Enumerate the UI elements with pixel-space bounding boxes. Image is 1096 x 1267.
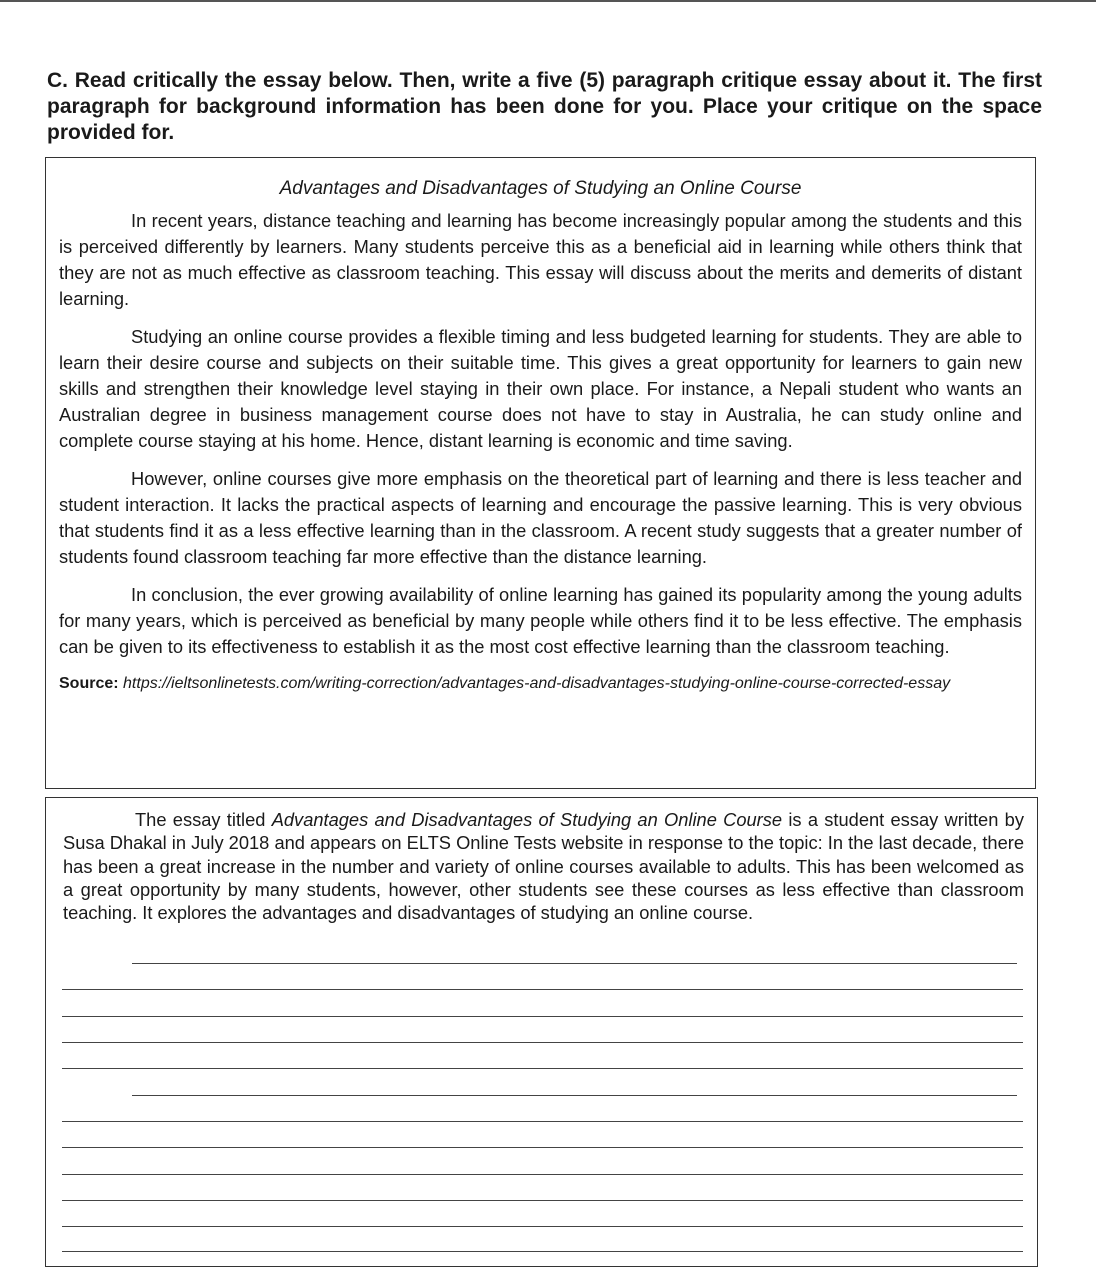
writing-line[interactable]	[62, 1147, 1023, 1148]
writing-line[interactable]	[132, 1095, 1017, 1096]
writing-line[interactable]	[62, 1068, 1023, 1069]
essay-paragraph-3: However, online courses give more emphasis on the theoretical part of learning and there is less teacher and student interaction. It lacks the practical aspects of learning and encourage the passive learning. This is very obvious that students find it as a less effective learning than in the classroom. A recent study suggests that a greater number of students found classroom teaching far more effective than the distance learning.	[59, 468, 1022, 567]
critique-intro-start: The essay titled	[135, 809, 272, 830]
critique-intro-essay-title: Advantages and Disadvantages of Studying an Online Course	[271, 809, 783, 830]
writing-line[interactable]	[62, 989, 1023, 990]
source-url: https://ieltsonlinetests.com/writing-correction/advantages-and-disadvantages-studying-online-course-corrected-essay	[123, 675, 951, 692]
writing-line[interactable]	[62, 1121, 1023, 1122]
essay-source	[59, 672, 1022, 696]
essay-paragraph-2: Studying an online course provides a flexible timing and less budgeted learning for students. They are able to learn their desire course and subjects on their suitable time. This gives a great opportunity for learners to gain new skills and strengthen their knowledge level staying in their own place. For instance, a Nepali student who wants an Australian degree in business management course does not have to stay in Australia, he can study online and complete course staying at his home. Hence, distant learning is economic and time saving.	[59, 326, 1022, 451]
writing-line[interactable]	[62, 1200, 1023, 1201]
critique-intro-rest: is a student essay written by Susa Dhakal in July 2018 and appears on ELTS Online Tests website in response to the topic: In the last decade, there has been a great increase in the number and variety of online courses available to adults. This has been welcomed as a great opportunity by many students, however, other students see these courses as less effective than classroom teaching. It explores the advantages and disadvantages of studying an online course.	[63, 809, 1024, 924]
critique-answer-box[interactable]	[45, 797, 1038, 1267]
writing-line[interactable]	[62, 1226, 1023, 1227]
writing-line[interactable]	[132, 963, 1017, 964]
writing-lines[interactable]	[46, 798, 1037, 1266]
essay-paragraph-4: In conclusion, the ever growing availability of online learning has gained its popularity among the young adults for many years, which is perceived as beneficial by many people while others find it to be less effective. The emphasis can be given to its effectiveness to establish it as the most cost effective learning than the classroom teaching.	[59, 584, 1022, 657]
essay-box	[45, 157, 1036, 789]
source-label: Source:	[59, 675, 119, 692]
instructions-heading: C. Read critically the essay below. Then, write a five (5) paragraph critique essay about it. The first paragraph for background information has been done for you. Place your critique on the space provided for.	[47, 69, 1042, 144]
writing-line[interactable]	[62, 1016, 1023, 1017]
essay-paragraph-1: In recent years, distance teaching and learning has become increasingly popular among the students and this is perceived differently by learners. Many students perceive this as a beneficial aid in learning while others think that they are not as much effective as classroom teaching. This essay will discuss about the merits and demerits of distant learning.	[59, 210, 1022, 309]
writing-line[interactable]	[62, 1042, 1023, 1043]
top-divider	[0, 0, 1096, 2]
essay-title: Advantages and Disadvantages of Studying an Online Course	[279, 178, 802, 199]
writing-line[interactable]	[62, 1174, 1023, 1175]
